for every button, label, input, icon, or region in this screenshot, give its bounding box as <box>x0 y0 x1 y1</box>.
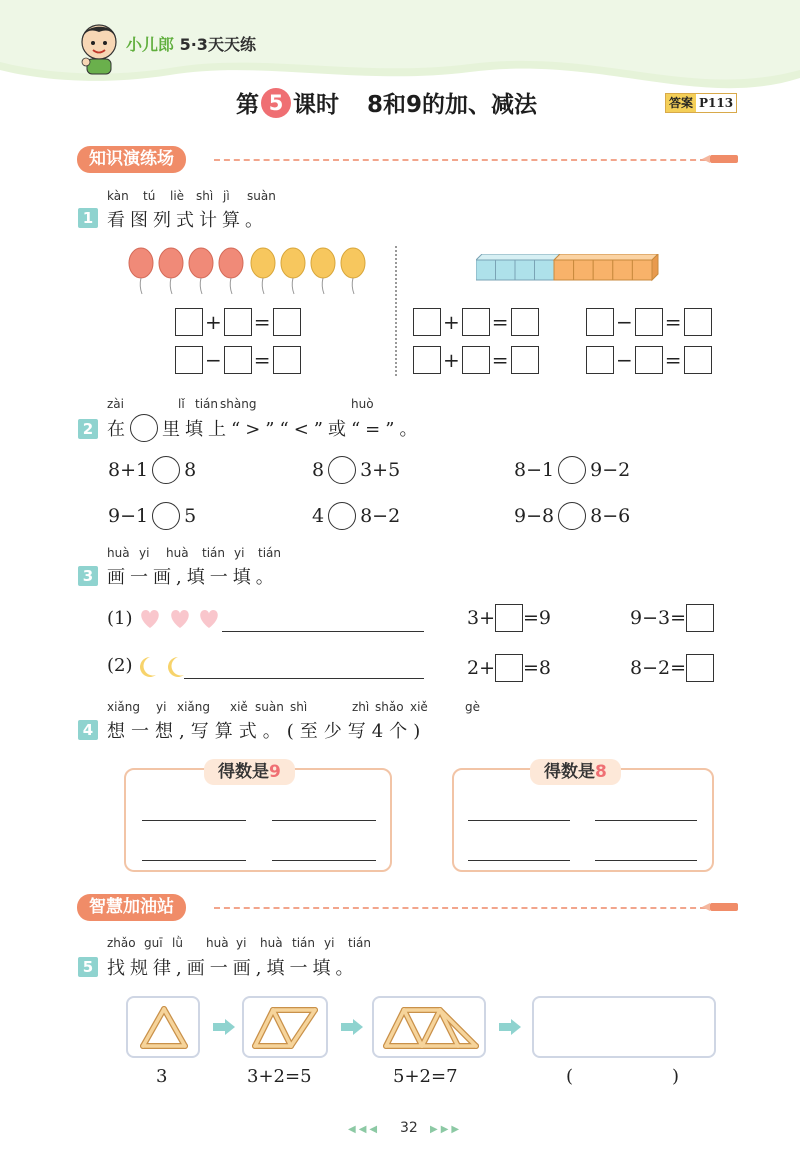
q3-pinyin: huà yi huà tián yi tián <box>107 546 281 560</box>
answer-box[interactable] <box>175 346 203 374</box>
stick-triangles-icon <box>380 1004 482 1052</box>
compare-circle[interactable] <box>558 456 586 484</box>
pattern-box-1 <box>126 996 200 1058</box>
lesson-topic: 8和9的加、减法 <box>367 92 538 118</box>
q4-number: 4 <box>78 720 98 740</box>
q3-text: 画一画,填一填。 <box>107 567 279 588</box>
q3-label-1: (1) <box>107 608 133 629</box>
lesson-title <box>236 86 537 119</box>
q3-equation-2a: 2+ =8 <box>467 654 551 682</box>
balloon-yellow <box>251 248 275 294</box>
pencil-icon <box>710 903 738 911</box>
arrow-right-icon <box>341 1019 363 1035</box>
answer-line[interactable] <box>272 820 376 821</box>
section-divider <box>214 159 706 161</box>
answer-box[interactable] <box>586 346 614 374</box>
compare-circle[interactable] <box>558 502 586 530</box>
balloon-yellow <box>311 248 335 294</box>
q1-text: 看图列式计算。 <box>107 210 268 231</box>
balloon-red <box>129 248 153 294</box>
q3-equation-1b: 9−3= <box>630 604 714 632</box>
q3-equation-2b: 8−2= <box>630 654 714 682</box>
page-number: 32 <box>400 1120 418 1136</box>
section-practice-title: 知识演练场 <box>77 146 186 173</box>
blank-paren-right: ) <box>672 1066 680 1087</box>
answer-line[interactable] <box>595 860 697 861</box>
balloon-red <box>159 248 183 294</box>
compare-circle[interactable] <box>328 502 356 530</box>
q1-divider <box>395 246 397 376</box>
answer-line[interactable] <box>272 860 376 861</box>
lesson-number: 5 <box>261 88 291 118</box>
compare-item: 9−1 5 <box>108 502 196 530</box>
q4-text: 想一想,写算式。(至少写4个) <box>107 721 427 742</box>
pattern-label-3: 5+2=7 <box>393 1066 458 1087</box>
arrow-right-icon <box>499 1019 521 1035</box>
score-tag-9: 得数是9 <box>204 759 295 785</box>
q2-text: 在 里填上“>”“<”或“=”。 <box>107 414 422 442</box>
cubes-illustration <box>476 254 660 282</box>
answer-line[interactable] <box>142 860 246 861</box>
footer-arrows-right: ▶▶▶ <box>430 1124 463 1135</box>
balloon-yellow <box>281 248 305 294</box>
answer-line[interactable] <box>142 820 246 821</box>
hearts-icon <box>138 608 222 630</box>
brand-name: 小儿郎 <box>126 35 175 54</box>
answer-box[interactable] <box>686 604 714 632</box>
q1-right-equation-2: − = <box>586 308 712 336</box>
q3-label-2: (2) <box>107 655 133 676</box>
answer-badge <box>665 93 737 113</box>
answer-box[interactable] <box>635 346 663 374</box>
answer-box[interactable] <box>462 308 490 336</box>
footer-arrows-left: ◀◀◀ <box>348 1124 381 1135</box>
q2-pinyin: zài lǐ tián shàng huò <box>107 397 374 411</box>
balloon-red <box>219 248 243 294</box>
pencil-icon <box>710 155 738 163</box>
q1-right-equation-4: − = <box>586 346 712 374</box>
answer-box[interactable] <box>511 308 539 336</box>
q1-left-equation-2: − = <box>175 346 301 374</box>
answer-box[interactable] <box>462 346 490 374</box>
compare-item: 8−1 9−2 <box>514 456 630 484</box>
q5-text: 找规律,画一画,填一填。 <box>107 958 359 979</box>
answer-box[interactable] <box>686 654 714 682</box>
balloon-red <box>189 248 213 294</box>
compare-circle[interactable] <box>152 456 180 484</box>
answer-box[interactable] <box>413 308 441 336</box>
answer-label: 答案 <box>666 94 696 112</box>
compare-item: 8 3+5 <box>312 456 400 484</box>
q3-number: 3 <box>78 566 98 586</box>
pattern-label-1: 3 <box>156 1066 168 1087</box>
answer-blank[interactable] <box>580 1066 670 1090</box>
mascot-icon <box>76 20 122 76</box>
balloon-yellow <box>341 248 365 294</box>
arrow-right-icon <box>213 1019 235 1035</box>
q1-right-equation-1: + = <box>413 308 539 336</box>
compare-circle[interactable] <box>152 502 180 530</box>
answer-line[interactable] <box>468 820 570 821</box>
answer-box[interactable] <box>635 308 663 336</box>
answer-box[interactable] <box>224 346 252 374</box>
brand-series: 5·3天天练 <box>179 35 256 54</box>
q1-number: 1 <box>78 208 98 228</box>
circle-sample <box>130 414 158 442</box>
answer-line[interactable] <box>595 820 697 821</box>
answer-box[interactable] <box>413 346 441 374</box>
q1-pinyin: kàn tú liè shì jì suàn <box>107 189 276 203</box>
drawing-line-2[interactable] <box>184 678 424 679</box>
compare-item: 9−8 8−6 <box>514 502 630 530</box>
answer-box[interactable] <box>273 308 301 336</box>
answer-page: P113 <box>696 94 736 112</box>
pattern-box-2 <box>242 996 328 1058</box>
answer-box[interactable] <box>511 346 539 374</box>
pattern-box-3 <box>372 996 486 1058</box>
blank-paren-left: ( <box>566 1066 574 1087</box>
q2-number: 2 <box>78 419 98 439</box>
brand-title <box>126 32 256 55</box>
stick-triangle-icon <box>137 1004 191 1052</box>
answer-line[interactable] <box>468 860 570 861</box>
compare-item: 4 8−2 <box>312 502 400 530</box>
q1-left-equation-1: + = <box>175 308 301 336</box>
moons-icon <box>138 655 186 679</box>
answer-box[interactable] <box>273 346 301 374</box>
drawing-line-1[interactable] <box>222 631 424 632</box>
score-tag-8: 得数是8 <box>530 759 621 785</box>
stick-triangles-icon <box>249 1004 325 1052</box>
q1-right-equation-3: + = <box>413 346 539 374</box>
q5-pinyin: zhǎo guī lǜ huà yi huà tián yi tián <box>107 936 371 950</box>
lesson-prefix: 第 <box>236 92 259 118</box>
balloons-illustration <box>126 247 370 295</box>
answer-box[interactable] <box>586 308 614 336</box>
section-wisdom-title: 智慧加油站 <box>77 894 186 921</box>
pattern-box-blank[interactable] <box>532 996 716 1058</box>
q3-equation-1a: 3+ =9 <box>467 604 551 632</box>
compare-circle[interactable] <box>328 456 356 484</box>
lesson-suffix: 课时 <box>293 92 339 118</box>
answer-box[interactable] <box>495 604 523 632</box>
answer-box[interactable] <box>224 308 252 336</box>
pattern-label-2: 3+2=5 <box>247 1066 312 1087</box>
answer-box[interactable] <box>684 308 712 336</box>
answer-box[interactable] <box>684 346 712 374</box>
answer-box[interactable] <box>495 654 523 682</box>
section-divider <box>214 907 706 909</box>
compare-item: 8+1 8 <box>108 456 196 484</box>
q4-pinyin: xiǎng yi xiǎng xiě suàn shì zhì shǎo xiě gè <box>107 700 480 714</box>
answer-box[interactable] <box>175 308 203 336</box>
q5-number: 5 <box>78 957 98 977</box>
